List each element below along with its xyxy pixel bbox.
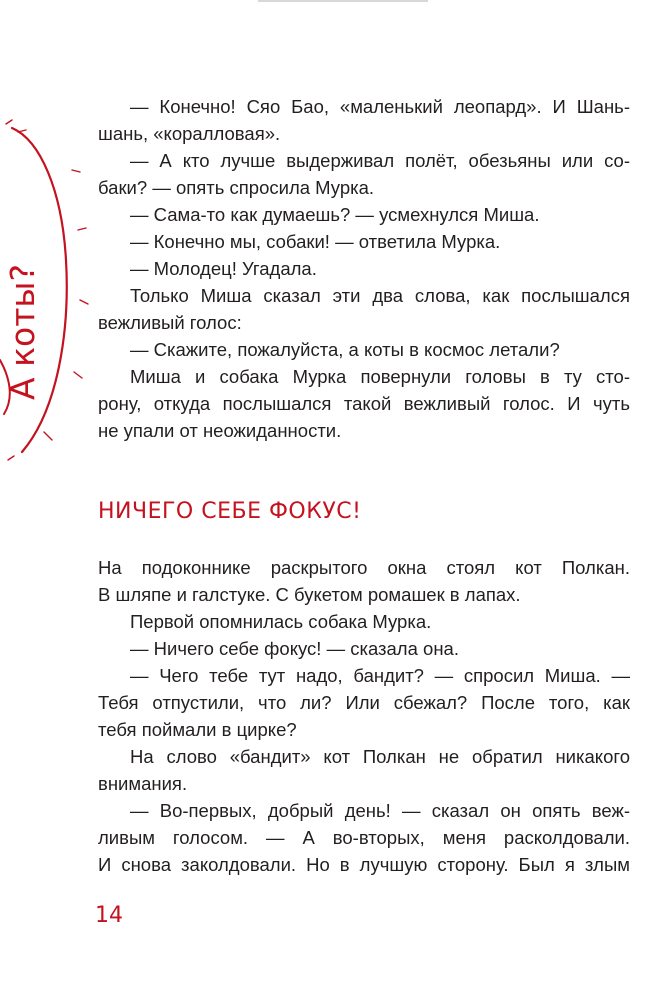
- side-annotation-text: А коты?: [3, 264, 42, 400]
- text-line: — Конечно! Сяо Бао, «маленький леопард». И Шань-: [130, 96, 630, 117]
- speech-bubble-illustration: [0, 110, 90, 480]
- text-line: — Чего тебе тут надо, бандит? — спросил Миша. —: [130, 665, 630, 686]
- text-line: вежливый голос:: [98, 312, 242, 333]
- text-line: — Молодец! Угадала.: [130, 258, 317, 279]
- text-line: Миша и собака Мурка повернули головы в ту сто-: [130, 366, 630, 387]
- text-line: — Сама-то как думаешь? — усмехнулся Миша.: [130, 204, 540, 225]
- text-line: рону, откуда послышался такой вежливый голос. И чуть: [98, 393, 630, 414]
- text-line: внимания.: [98, 773, 188, 794]
- text-line: тебя поймали в цирке?: [98, 719, 297, 740]
- text-line: И снова заколдовали. Но в лучшую сторону. Был я злым: [98, 854, 630, 875]
- text-line: баки? — опять спросила Мурка.: [98, 177, 375, 198]
- text-line: не упали от неожиданности.: [98, 420, 342, 441]
- text-line: шань, «коралловая».: [98, 123, 281, 144]
- text-line: — Ничего себе фокус! — сказала она.: [130, 638, 459, 659]
- text-line: В шляпе и галстуке. С букетом ромашек в лапах.: [98, 584, 521, 605]
- text-line: — Скажите, пожалуйста, а коты в космос летали?: [130, 339, 560, 360]
- text-line: На слово «бандит» кот Полкан не обратил никакого: [130, 746, 630, 767]
- text-line: На подоконнике раскрытого окна стоял кот Полкан.: [98, 557, 630, 578]
- text-line: Только Миша сказал эти два слова, как послышался: [130, 285, 630, 306]
- text-line: Первой опомнилась собака Мурка.: [130, 611, 432, 632]
- text-line: — Конечно мы, собаки! — ответила Мурка.: [130, 231, 501, 252]
- page-number: 14: [95, 903, 123, 928]
- top-divider: [258, 0, 428, 2]
- chapter-title: НИЧЕГО СЕБЕ ФОКУС!: [98, 499, 362, 524]
- text-line: ливым голосом. — А во-вторых, меня расколдовали.: [98, 827, 630, 848]
- text-line: Тебя отпустили, что ли? Или сбежал? После того, как: [98, 692, 630, 713]
- text-line: — А кто лучше выдерживал полёт, обезьяны или со-: [130, 150, 630, 171]
- text-line: — Во-первых, добрый день! — сказал он опять веж-: [130, 800, 630, 821]
